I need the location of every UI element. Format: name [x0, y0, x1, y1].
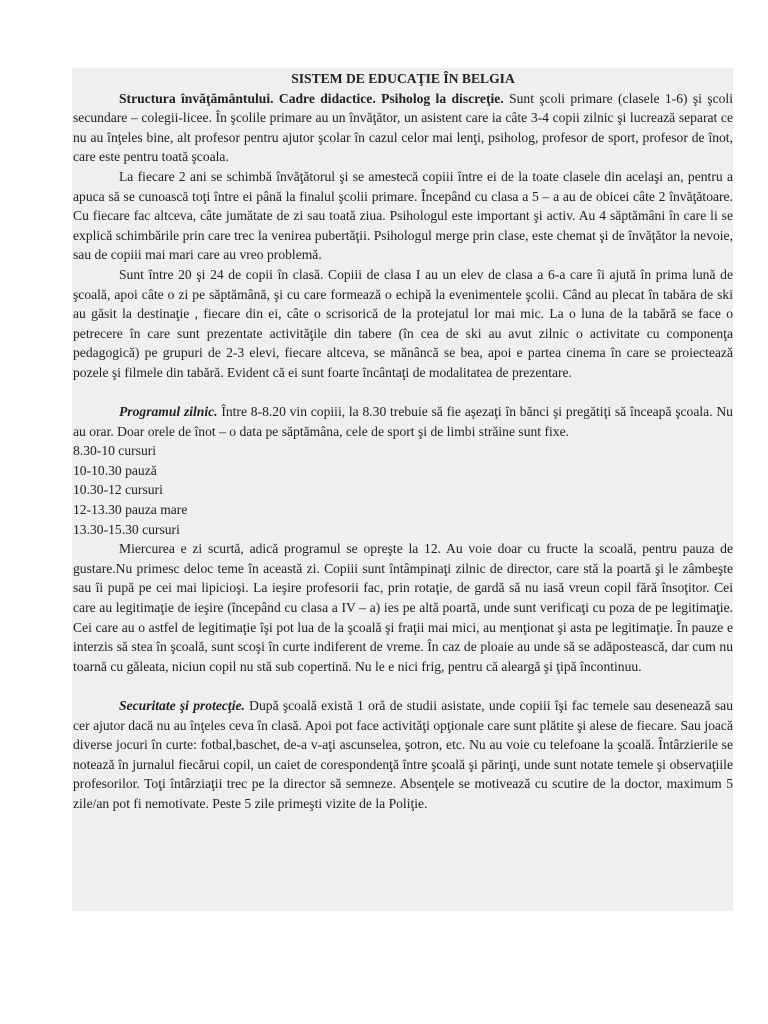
paragraph: Sunt între 20 şi 24 de copii în clasă. Copiii de clasa I au un elev de clasa a 6-a care îi ajută în prima lună de şcoală, apoi câte o zi pe săptămână, şi cu care formează o echipă la evenimentele şcolii. Când au plecat în tabăra de ski au găsit la destinaţie , fiecare din ei, câte o scrisorică de la protejatul lor mai mic. La o luna de la tabără se face o petrecere în care sunt prezentate activităţile din tabere (în cea de ski au avut zilnic o activitate cu componenţa pedagogică) pe grupuri de 2-3 elevi, fiecare altceva, se mănâncă se bea, apoi e partea cinema în care se proiectează pozele şi filmele din tabără. Evident că ei sunt foarte încântaţi de modalitatea de prezentare.: [73, 266, 733, 380]
paragraph-text: După şcoală există 1 oră de studii asistate, unde copiii îşi fac temele sau desenează sau cer ajutor dacă nu au înţeles ceva în clasă. Apoi pot face activităţi opţionale care sunt plătite şi alese de fiecare. Sau joacă diverse jocuri în curte: fotbal,baschet, de-a v-aţi ascunselea, şotron, etc. Nu au voie cu telefoane la şcoală. Întârzierile se notează în jurnalul fiecărui copil, un caiet de corespondenţă între şcoală şi părinţi, unde sunt notate temele şi observaţiile profesorilor. Toţi întârziaţii trec pe la director să semneze. Absenţele se motivează cu scutire de la doctor, maximum 5 zile/an pot fi nemotivate. Peste 5 zile primeşti vizite de la Poliţie.: [73, 698, 733, 811]
paragraph: Miercurea e zi scurtă, adică programul se opreşte la 12. Au voie doar cu fructe la scoală, pentru pauza de gustare.Nu primesc deloc teme în această zi. Copiii sunt întâmpinaţi zilnic de director, care stă la poartă şi le zâmbeşte sau îi pupă pe cei mai lipicioşi. La ieşire profesorii fac, prin rotaţie, de gardă să nu iasă vreun copil fără însoţitor. Cei care au legitimaţie de ieşire (începând cu clasa a IV – a) ies pe altă poartă, unde sunt verificaţi cu poza de pe legitimaţie. Cei care au o astfel de legitimaţie îşi pot lua de la şcoală şi fraţii mai mici, au menţionat şi asta pe legitimaţie. În pauze e interzis să stea în şcoală, sunt scoşi în curte indiferent de vreme. În caz de ploaie au unde să se adăpostească, dar cum nu toarnă cu găleata, niciun copil nu stă sub copertină. Nu le e nici frig, pentru că aleargă şi ţipă încontinuu.: [73, 541, 733, 674]
paragraph: La fiecare 2 ani se schimbă învăţătorul şi se amestecă copiii între ei de la toate clasele din acelaşi an, pentru a apuca să se cunoască toţi între ei până la finalul şcolii primare. Începând cu clasa a 5 – a au de obicei câte 2 învăţătoare. Cu fiecare fac altceva, câte jumătate de zi sau toată ziua. Psihologul este important şi activ. Au 4 săptămâni în care li se explică schimbările prin care trec la venirea pubertăţii. Psihologul merge prin clase, este chemat şi de învăţător la nevoie, sau de copiii mai mari care au vreo problemă.: [73, 168, 733, 263]
paragraph: [73, 696, 733, 814]
section-heading: Programul zilnic.: [119, 404, 218, 420]
paragraph: [73, 89, 733, 167]
schedule-line: 10-10.30 pauză: [73, 462, 157, 478]
paragraph-text: Între 8-8.20 vin copiii, la 8.30 trebuie să fie aşezaţi în bănci şi pregătiţi să înceapă şcoala. Nu au orar. Doar orele de înot – o data pe săptămâna, cele de sport şi de limbi străine sunt fixe.: [73, 404, 733, 439]
section-heading: Securitate şi protecţie.: [119, 698, 245, 713]
schedule-line: 8.30-10 cursuri: [73, 443, 157, 459]
document-title: SISTEM DE EDUCAŢIE ÎN BELGIA: [291, 71, 515, 86]
document-body: [73, 69, 733, 814]
schedule-line: 12-13.30 pauza mare: [73, 502, 188, 518]
blank-line: [73, 676, 733, 696]
paragraph-text: Sunt şcoli primare (clasele 1-6) şi şcoli secundare – colegii-licee. În şcolile primare au un învăţător, un asistent care ia câte 3-4 copii zilnic şi lucrează separat ce nu au înţeles bine, alt profesor pentru ajutor şcolar în cazul celor mai lenţi, psiholog, profesor de sport, profesor de înot, care este pentru toată şcoala.: [73, 90, 733, 165]
schedule-line: 13.30-15.30 cursuri: [73, 521, 180, 537]
paragraph: [73, 402, 733, 441]
section-heading: Structura învăţământului. Cadre didactice. Psiholog la discreţie.: [119, 90, 504, 106]
schedule-line: 10.30-12 cursuri: [73, 482, 163, 498]
blank-line: [73, 383, 733, 403]
